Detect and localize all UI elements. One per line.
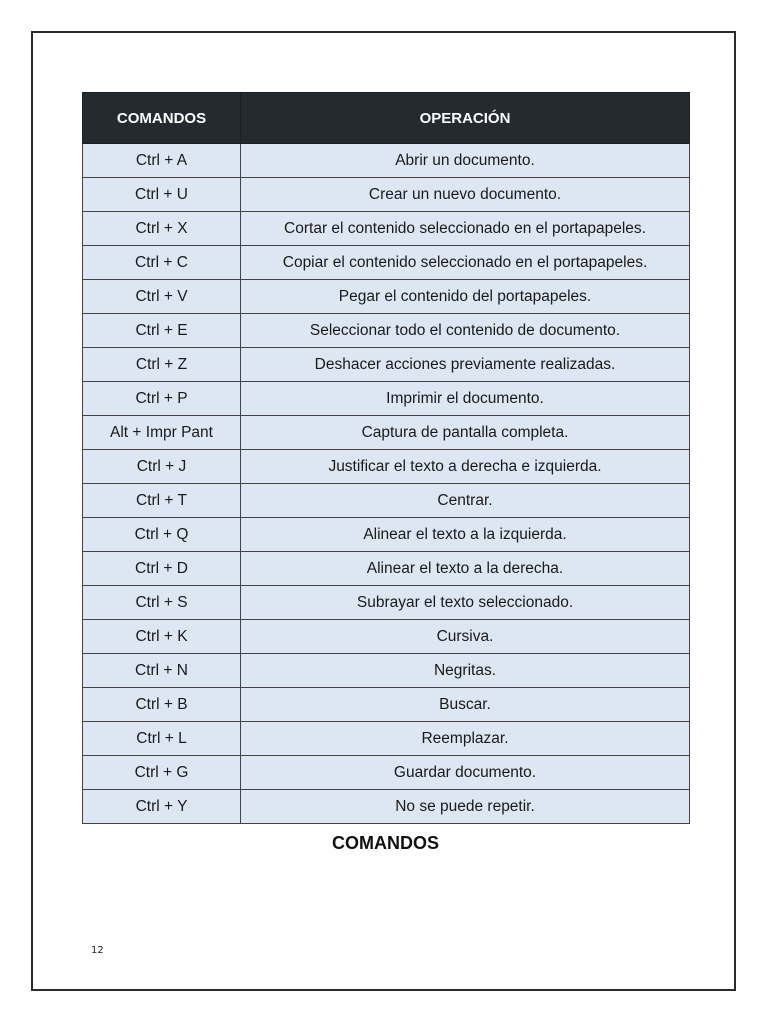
command-cell: Ctrl + X <box>83 212 241 246</box>
operation-cell: Reemplazar. <box>241 722 690 756</box>
table-row <box>83 722 690 756</box>
operation-cell: Justificar el texto a derecha e izquierda. <box>241 450 690 484</box>
command-cell: Ctrl + N <box>83 654 241 688</box>
table-row <box>83 348 690 382</box>
header-commands: COMANDOS <box>83 93 241 144</box>
table-header-row <box>83 93 690 144</box>
operation-cell: No se puede repetir. <box>241 790 690 824</box>
operation-cell: Deshacer acciones previamente realizadas. <box>241 348 690 382</box>
document-page <box>31 31 736 991</box>
table-row <box>83 212 690 246</box>
table-body <box>83 144 690 824</box>
command-cell: Ctrl + D <box>83 552 241 586</box>
operation-cell: Centrar. <box>241 484 690 518</box>
operation-cell: Alinear el texto a la izquierda. <box>241 518 690 552</box>
table-row <box>83 246 690 280</box>
command-cell: Ctrl + S <box>83 586 241 620</box>
table-row <box>83 552 690 586</box>
operation-cell: Cursiva. <box>241 620 690 654</box>
table-row <box>83 688 690 722</box>
table-row <box>83 586 690 620</box>
command-cell: Ctrl + T <box>83 484 241 518</box>
operation-cell: Guardar documento. <box>241 756 690 790</box>
command-cell: Ctrl + E <box>83 314 241 348</box>
command-cell: Ctrl + J <box>83 450 241 484</box>
table-row <box>83 790 690 824</box>
command-cell: Alt + Impr Pant <box>83 416 241 450</box>
table-row <box>83 382 690 416</box>
table-row <box>83 756 690 790</box>
command-cell: Ctrl + G <box>83 756 241 790</box>
command-cell: Ctrl + V <box>83 280 241 314</box>
table-row <box>83 518 690 552</box>
operation-cell: Captura de pantalla completa. <box>241 416 690 450</box>
command-cell: Ctrl + K <box>83 620 241 654</box>
table-row <box>83 280 690 314</box>
command-cell: Ctrl + Z <box>83 348 241 382</box>
page-number: 12 <box>91 945 104 956</box>
table-row <box>83 144 690 178</box>
operation-cell: Abrir un documento. <box>241 144 690 178</box>
table-row <box>83 450 690 484</box>
operation-cell: Seleccionar todo el contenido de documento. <box>241 314 690 348</box>
operation-cell: Crear un nuevo documento. <box>241 178 690 212</box>
operation-cell: Copiar el contenido seleccionado en el portapapeles. <box>241 246 690 280</box>
operation-cell: Buscar. <box>241 688 690 722</box>
command-cell: Ctrl + A <box>83 144 241 178</box>
command-cell: Ctrl + L <box>83 722 241 756</box>
table-row <box>83 416 690 450</box>
operation-cell: Imprimir el documento. <box>241 382 690 416</box>
command-cell: Ctrl + Y <box>83 790 241 824</box>
header-operation: OPERACIÓN <box>241 93 690 144</box>
operation-cell: Cortar el contenido seleccionado en el portapapeles. <box>241 212 690 246</box>
operation-cell: Alinear el texto a la derecha. <box>241 552 690 586</box>
table-caption: COMANDOS <box>332 833 439 853</box>
operation-cell: Subrayar el texto seleccionado. <box>241 586 690 620</box>
table-row <box>83 178 690 212</box>
command-cell: Ctrl + Q <box>83 518 241 552</box>
command-cell: Ctrl + B <box>83 688 241 722</box>
command-cell: Ctrl + P <box>83 382 241 416</box>
command-cell: Ctrl + U <box>83 178 241 212</box>
shortcuts-table <box>82 92 690 824</box>
table-row <box>83 654 690 688</box>
table-row <box>83 484 690 518</box>
operation-cell: Negritas. <box>241 654 690 688</box>
command-cell: Ctrl + C <box>83 246 241 280</box>
operation-cell: Pegar el contenido del portapapeles. <box>241 280 690 314</box>
table-row <box>83 620 690 654</box>
table-row <box>83 314 690 348</box>
